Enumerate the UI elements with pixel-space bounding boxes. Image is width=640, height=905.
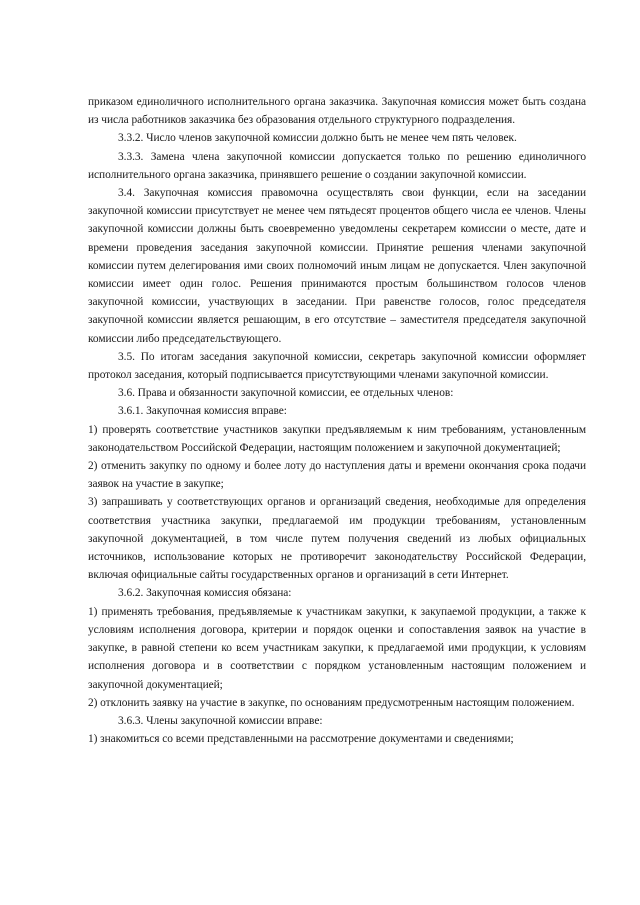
list-item-3-6-1-3: 3) запрашивать у соответствующих органов и организаций сведения, необходимые для определения соответствия участника закупки, предлагаемой им продукции требованиям, установленным закупочной документацией, в том числе путем получения сведений из любых официальных источников, использование которых не противоречит законодательству Российской Федерации, включая официальные сайты государственных органов и организаций в сети Интернет. — [88, 496, 586, 582]
paragraph-3-4: 3.4. Закупочная комиссия правомочна осуществлять свои функции, если на заседании закупочной комиссии присутствует не менее чем пятьдесят процентов общего числа ее членов. Члены закупочной комиссии должны быть своевременно уведомлены секретарем комиссии о месте, дате и времени проведения заседания закупочной комиссии. Принятие решения членами закупочной комиссии путем делегирования ими своих полномочий иным лицам не допускается. Член закупочной комиссии имеет один голос. Решения принимаются простым большинством голосов членов закупочной комиссии, участвующих в заседании. При равенстве голосов, голос председателя закупочной комиссии является решающим, в его отсутствие – заместителя председателя закупочной комиссии либо председательствующего. — [88, 187, 586, 345]
list-item-3-6-3-1: 1) знакомиться со всеми представленными на рассмотрение документами и сведениями; — [88, 733, 514, 746]
list-item-3-6-1-2: 2) отменить закупку по одному и более лоту до наступления даты и времени окончания срока подачи заявок на участие в закупке; — [88, 460, 586, 491]
document-body — [88, 93, 586, 748]
paragraph-3-5: 3.5. По итогам заседания закупочной комиссии, секретарь закупочной комиссии оформляет протокол заседания, который подписывается присутствующими членами закупочной комиссии. — [88, 350, 586, 382]
list-item-3-6-1-1: 1) проверять соответствие участников закупки предъявляемым к ним требованиям, установленным законодательством Российской Федерации, настоящим положением и закупочной документацией; — [88, 423, 586, 454]
paragraph-3-6-3: 3.6.3. Члены закупочной комиссии вправе: — [118, 714, 323, 727]
paragraph-3-6-2: 3.6.2. Закупочная комиссия обязана: — [118, 587, 292, 600]
paragraph-3-3-2: 3.3.2. Число членов закупочной комиссии должно быть не менее чем пять человек. — [118, 132, 517, 145]
list-item-3-6-2-1: 1) применять требования, предъявляемые к участникам закупки, к закупаемой продукции, а также к условиям исполнения договора, критерии и порядок оценки и сопоставления заявок на участие в закупке, в равной степени ко всем участникам закупки, к предлагаемой ими продукции, к условиям исполнения договора и в соответствии с порядком установленным настоящим положением и закупочной документацией; — [88, 605, 586, 691]
list-item-3-6-2-2: 2) отклонить заявку на участие в закупке, по основаниям предусмотренным настоящим положением. — [88, 696, 575, 709]
paragraph-continuation: приказом единоличного исполнительного органа заказчика. Закупочная комиссия может быть создана из числа работников заказчика без образования отдельного структурного подразделения. — [88, 96, 586, 127]
paragraph-3-3-3: 3.3.3. Замена члена закупочной комиссии допускается только по решению единоличного исполнительного органа заказчика, принявшего решение о создании закупочной комиссии. — [88, 150, 586, 181]
paragraph-3-6-1: 3.6.1. Закупочная комиссия вправе: — [118, 405, 287, 418]
paragraph-3-6: 3.6. Права и обязанности закупочной комиссии, ее отдельных членов: — [118, 387, 454, 400]
